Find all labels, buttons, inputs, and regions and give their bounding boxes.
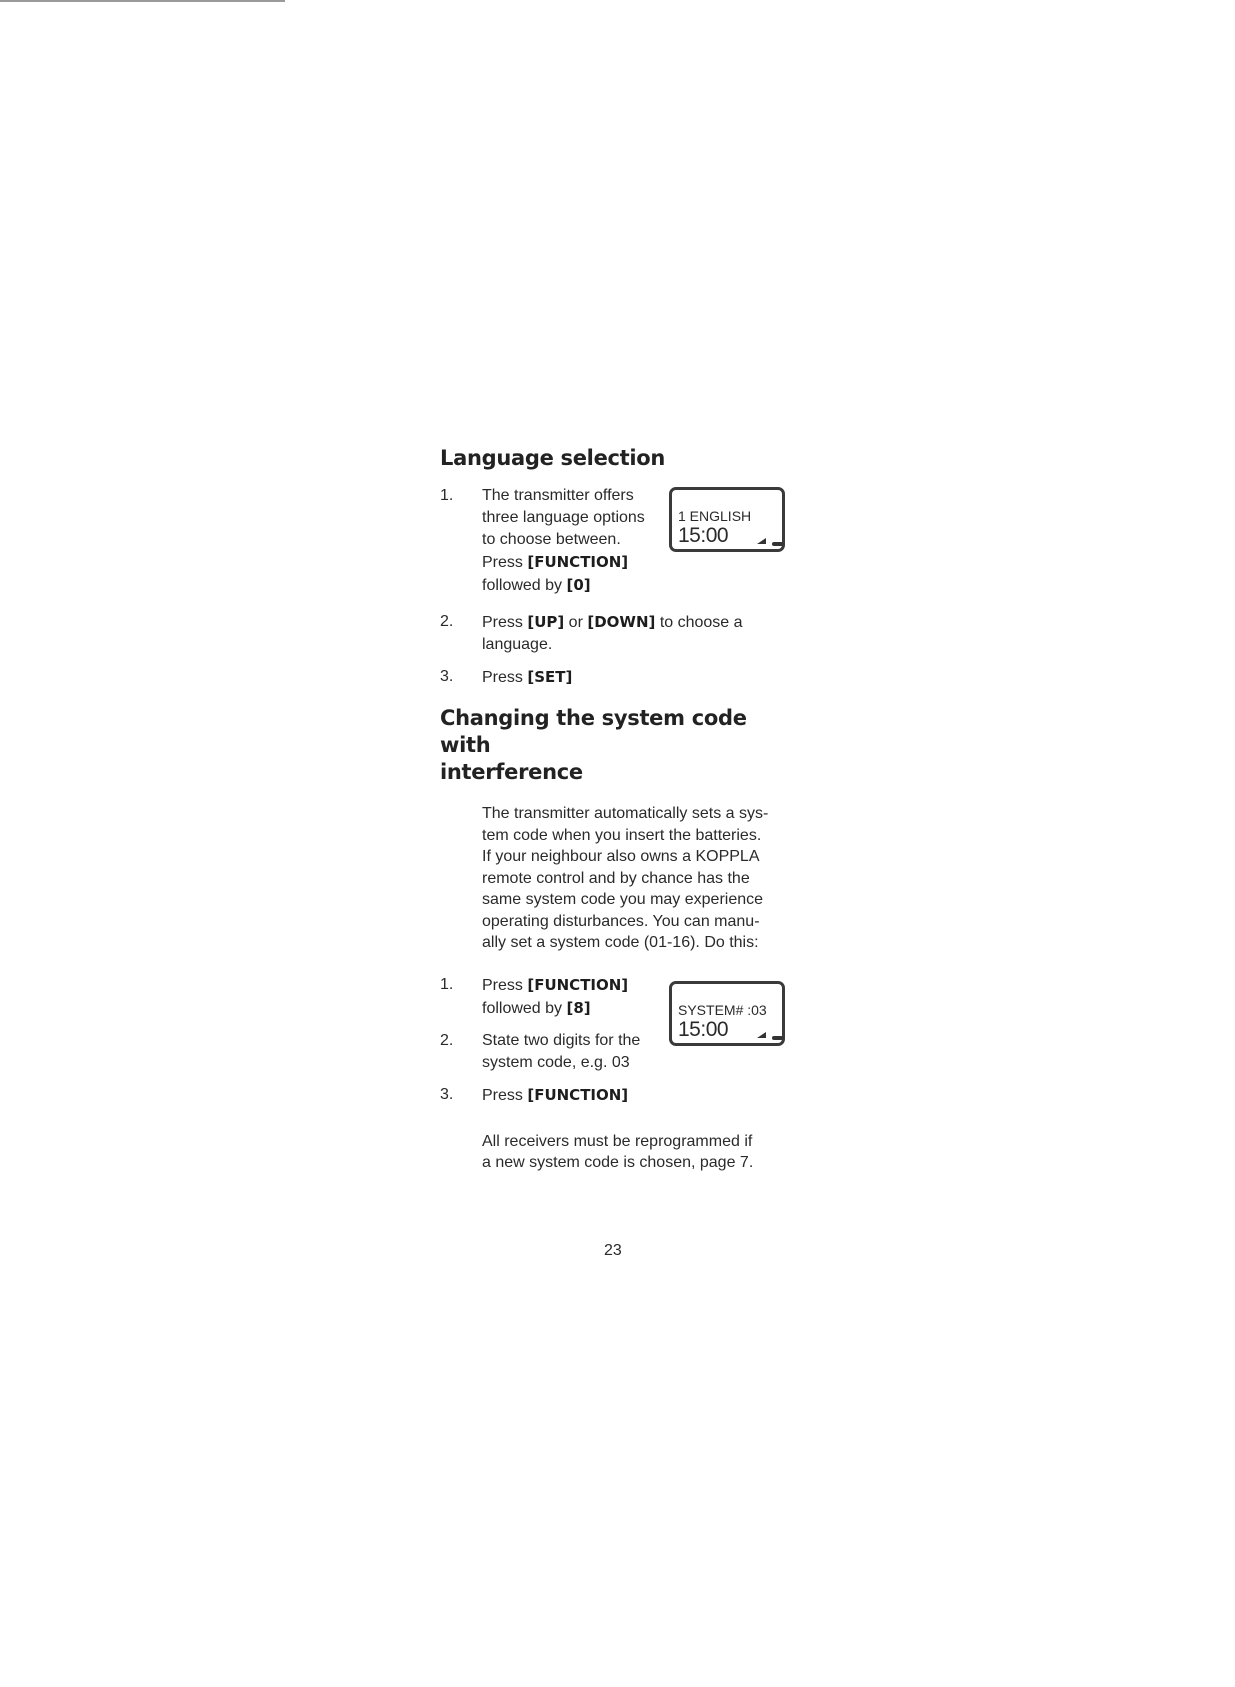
system-step-2: 2. State two digits for the system code, e.g. 03 — [440, 1031, 641, 1071]
signal-icon — [757, 538, 766, 544]
up-key-label: [UP] — [527, 613, 565, 631]
scan-edge-line — [0, 0, 285, 2]
lcd-time: 15:00 — [678, 1018, 729, 1041]
system-step-3: 3. Press [FUNCTION] — [440, 1085, 629, 1104]
battery-icon — [772, 1036, 783, 1040]
function-key-label: [FUNCTION] — [527, 1085, 629, 1104]
lcd-display-system — [669, 981, 785, 1046]
zero-key-label: [0] — [566, 576, 591, 594]
lcd-language-text: 1 ENGLISH — [678, 508, 752, 524]
language-step-3: 3. Press [SET] — [440, 668, 573, 686]
eight-key-label: [8] — [566, 998, 591, 1017]
heading-system-code: Changing the system code with interference — [440, 706, 747, 784]
lcd-display-language — [669, 487, 785, 552]
heading-language-selection: Language selection — [440, 446, 666, 470]
lcd-system-text: SYSTEM# :03 — [678, 1002, 767, 1018]
language-step-1: 1. The transmitter offers three language options to choose between. Press [FUNCTION] followed by [0] — [440, 487, 645, 594]
page-number: 23 — [604, 1242, 622, 1259]
down-key-label: [DOWN] — [587, 613, 656, 631]
language-step-2: 2. Press [UP] or [DOWN] to choose a language. — [440, 613, 743, 653]
function-key-label: [FUNCTION] — [527, 553, 629, 571]
manual-content — [440, 445, 800, 1194]
reprogram-note: All receivers must be reprogrammed if a new system code is chosen, page 7. — [482, 1132, 754, 1171]
signal-icon — [757, 1032, 766, 1038]
set-key-label: [SET] — [527, 668, 573, 686]
battery-icon — [772, 542, 783, 546]
system-step-1: 1. Press [FUNCTION] followed by [8] — [440, 975, 629, 1017]
function-key-label: [FUNCTION] — [527, 975, 629, 994]
lcd-time: 15:00 — [678, 524, 729, 547]
system-code-intro: The transmitter automatically sets a sys- tem code when you insert the batteries. If your neighbour also owns a KOPPLA remote control and by chance has the same system code you may experience operating disturbances. You can manu- ally set a system code (01-16). Do this: — [482, 805, 769, 951]
